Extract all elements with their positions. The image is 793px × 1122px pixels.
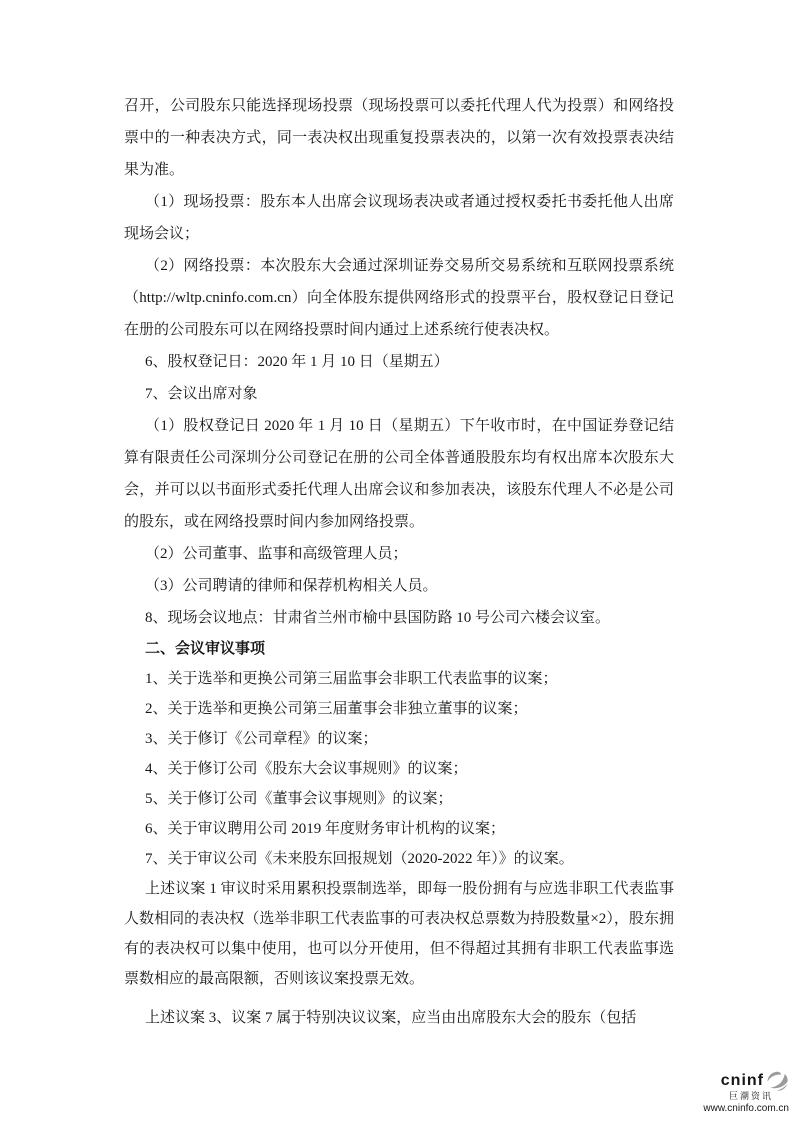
paragraph: 6、股权登记日：2020 年 1 月 10 日（星期五） [145,354,449,370]
cninfo-brand-text: cninf [720,1071,764,1089]
cninfo-url: www.cninfo.com.cn [703,1102,789,1114]
section-heading: 二、会议审议事项 [145,641,266,657]
agenda-item: 6、关于审议聘用公司 2019 年度财务审计机构的议案； [145,821,506,837]
document-body [124,90,674,1033]
agenda-item: 7、关于审议公司《未来股东回报规划（2020-2022 年）》的议案。 [145,851,574,867]
paragraph: （3）公司聘请的律师和保荐机构相关人员。 [145,578,438,594]
agenda-item: 3、关于修订《公司章程》的议案； [145,731,378,747]
paragraph: 上述议案 1 审议时采用累积投票制选举，即每一股份拥有与应选非职工代表监事人数相同的表决权（选举非职工代表监事的可表决权总票数为持股数量×2），股东拥有的表决权可以集中使用，也可以分开使用，但不得超过其拥有非职工代表监事选票数相应的最高限额，否则该议案投票无效。 [124,881,674,987]
paragraph: （1）股权登记日 2020 年 1 月 10 日（星期五）下午收市时，在中国证券登记结算有限责任公司深圳分公司登记在册的公司全体普通股股东均有权出席本次股东大会，并可以以书面形式委托代理人出席会议和参加表决，该股东代理人不必是公司的股东，或在网络投票时间内参加网络投票。 [124,418,674,530]
cninfo-logo-row [721,1071,789,1091]
cninfo-caption: 巨潮资讯 [728,1091,773,1102]
closing-paragraphs [124,874,674,1033]
paragraph: 召开，公司股东只能选择现场投票（现场投票可以委托代理人代为投票）和网络投票中的一种表决方式，同一表决权出现重复投票表决的，以第一次有效投票表决结果为准。 [124,98,674,178]
cninfo-globe-swirl-icon [766,1071,789,1091]
agenda-section [124,634,674,1033]
paragraph: （2）网络投票：本次股东大会通过深圳证券交易所交易系统和互联网投票系统 （http://wltp.cninfo.com.cn）向全体股东提供网络形式的投票平台，股权登记日登记在册的公司股东可以在网络投票时间内通过上述系统行使表决权。 [124,258,674,338]
agenda-item: 2、关于选举和更换公司第三届董事会非独立董事的议案； [145,701,528,717]
agenda-item: 5、关于修订公司《董事会议事规则》的议案； [145,791,453,807]
agenda-item: 1、关于选举和更换公司第三届监事会非职工代表监事的议案； [145,671,558,687]
agenda-item: 4、关于修订公司《股东大会议事规则》的议案； [145,761,468,777]
paragraph: 8、现场会议地点：甘肃省兰州市榆中县国防路 10 号公司六楼会议室。 [145,610,611,626]
agenda-list [124,664,674,874]
paragraph: （1）现场投票：股东本人出席会议现场表决或者通过授权委托书委托他人出席现场会议； [124,194,674,242]
paragraph: 7、会议出席对象 [145,386,258,402]
paragraph: 上述议案 3、议案 7 属于特别决议议案，应当由出席股东大会的股东（包括 [145,1010,637,1026]
cninfo-logo [703,1071,789,1114]
paragraph: （2）公司董事、监事和高级管理人员； [145,546,408,562]
intro-section [124,90,674,634]
